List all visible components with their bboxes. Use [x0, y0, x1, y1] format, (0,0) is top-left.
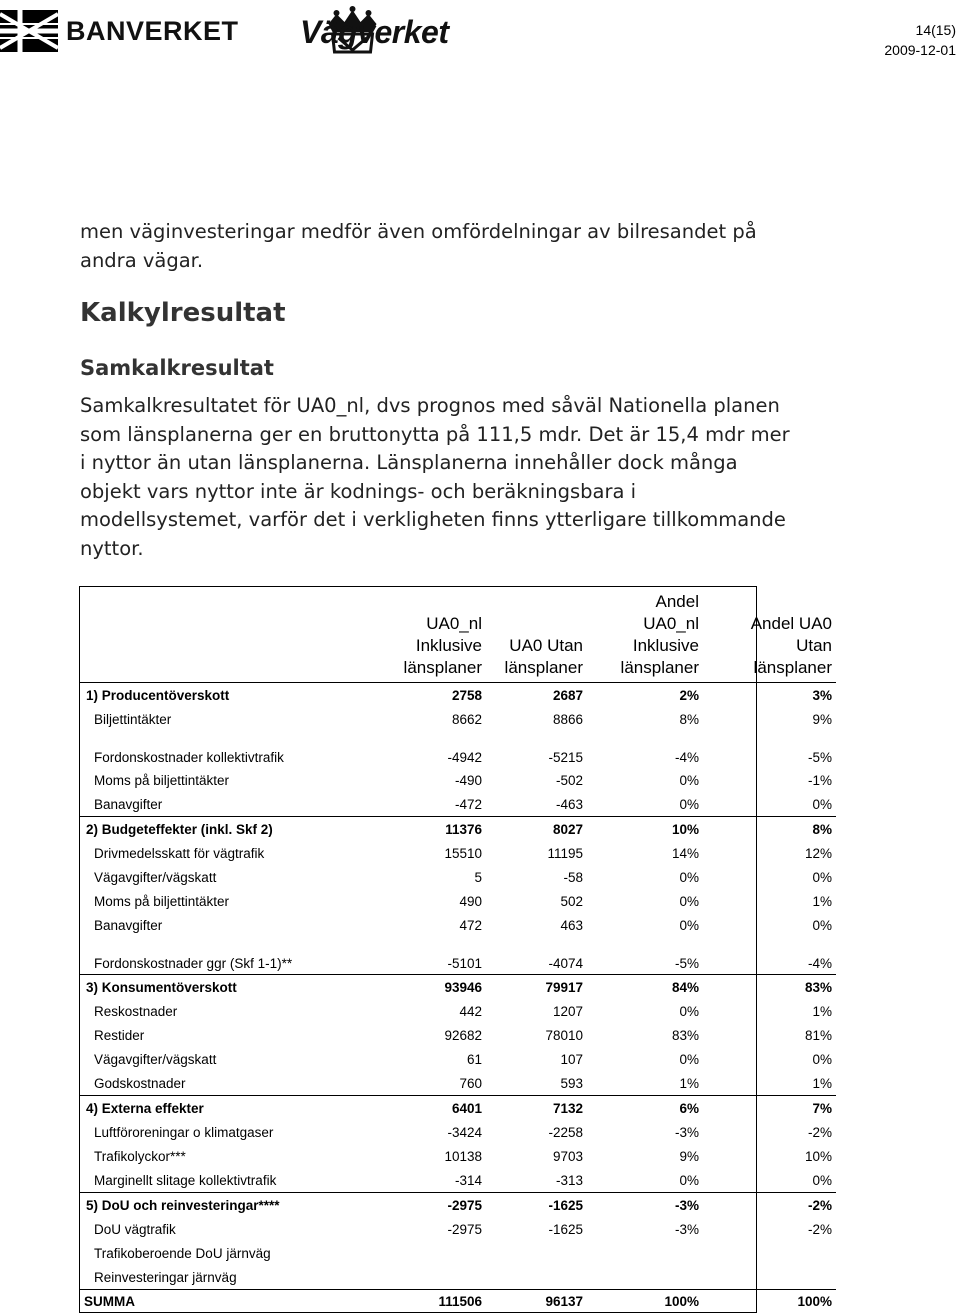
- value-cell: 5: [474, 869, 482, 885]
- value-cell: -4074: [548, 956, 583, 971]
- logo-row: [0, 4, 480, 56]
- intro-paragraph: men väginvesteringar medför även omfördelningar av bilresandet på andra vägar.: [80, 220, 757, 272]
- value-cell: 0%: [679, 796, 699, 812]
- value-cell: 10138: [444, 1148, 482, 1164]
- row-label: Luftföroreningar o klimatgaser: [94, 1124, 274, 1140]
- table-row: [80, 1144, 836, 1168]
- value-cell: 8%: [703, 817, 836, 842]
- value-cell: 100%: [587, 1290, 703, 1313]
- value-cell: -4942: [447, 750, 482, 765]
- value-cell: [703, 1265, 836, 1290]
- value-cell: 1%: [812, 1003, 832, 1019]
- value-cell: -2975: [359, 1193, 486, 1218]
- header-cell: UA0 Utan länsplaner: [504, 636, 583, 677]
- header-cell: [80, 587, 359, 683]
- row-label: Trafikoberoende DoU järnväg: [94, 1245, 271, 1261]
- value-cell: -5101: [447, 956, 482, 971]
- row-label: Reinvesteringar järnväg: [94, 1269, 237, 1285]
- value-cell: [486, 1241, 587, 1265]
- row-label: Reskostnader: [94, 1003, 178, 1019]
- table-row: [80, 1120, 836, 1144]
- table-row: [80, 889, 836, 913]
- value-cell: 7%: [703, 1096, 836, 1121]
- value-cell: [359, 1241, 486, 1265]
- row-label: Vägavgifter/vägskatt: [94, 869, 217, 885]
- value-cell: 2687: [486, 683, 587, 708]
- value-cell: 442: [459, 1003, 482, 1019]
- table-row: [80, 792, 836, 817]
- table-row: [80, 1217, 836, 1241]
- value-cell: [359, 1265, 486, 1290]
- value-cell: -3%: [674, 1124, 699, 1140]
- value-cell: 0%: [679, 1003, 699, 1019]
- table-row: [80, 1241, 836, 1265]
- value-cell: 6401: [359, 1096, 486, 1121]
- value-cell: 96137: [486, 1290, 587, 1313]
- header-cell: UA0_nl Inklusive länsplaner: [403, 614, 482, 677]
- row-label: Vägavgifter/vägskatt: [94, 1051, 217, 1067]
- value-cell: 84%: [587, 975, 703, 1000]
- table-group-row: [80, 975, 836, 1000]
- value-cell: 502: [560, 893, 583, 909]
- value-cell: [703, 1241, 836, 1265]
- value-cell: 0%: [679, 893, 699, 909]
- row-label: Trafikolyckor***: [94, 1148, 186, 1164]
- row-label: Moms på biljettintäkter: [94, 893, 230, 909]
- value-cell: 472: [459, 917, 482, 933]
- value-cell: 1%: [812, 1075, 832, 1091]
- value-cell: 8866: [552, 711, 583, 727]
- table-row: [80, 1047, 836, 1071]
- table-group-row: [80, 817, 836, 842]
- value-cell: -3%: [587, 1193, 703, 1218]
- value-cell: -490: [454, 772, 482, 788]
- row-label: Biljettintäkter: [94, 711, 172, 727]
- page-info: [884, 20, 956, 60]
- value-cell: -502: [555, 772, 583, 788]
- table-body: [80, 683, 836, 1313]
- value-cell: 1%: [812, 893, 832, 909]
- table-row: [80, 999, 836, 1023]
- value-cell: -4%: [807, 956, 832, 971]
- value-cell: 92682: [444, 1027, 482, 1043]
- table-row: [80, 1071, 836, 1096]
- document-date: 2009-12-01: [884, 42, 956, 58]
- value-cell: 0%: [679, 772, 699, 788]
- table-header-row: [80, 587, 836, 683]
- page-number: 14(15): [915, 22, 956, 38]
- value-cell: 15510: [444, 845, 482, 861]
- row-label: Restider: [94, 1027, 145, 1043]
- value-cell: 10%: [804, 1148, 832, 1164]
- row-label: Banavgifter: [94, 796, 163, 812]
- value-cell: 11195: [547, 845, 583, 861]
- value-cell: 0%: [679, 1051, 699, 1067]
- value-cell: 61: [466, 1051, 482, 1067]
- value-cell: 81%: [804, 1027, 832, 1043]
- value-cell: 78010: [545, 1027, 583, 1043]
- value-cell: -2258: [548, 1124, 583, 1140]
- value-cell: 1%: [679, 1075, 699, 1091]
- table-row: [80, 707, 836, 731]
- value-cell: -3%: [674, 1221, 699, 1237]
- value-cell: [486, 1265, 587, 1290]
- section-heading: Kalkylresultat: [80, 298, 286, 328]
- row-label: 5) DoU och reinvesteringar****: [80, 1193, 359, 1218]
- value-cell: 760: [459, 1075, 482, 1091]
- value-cell: 593: [560, 1075, 583, 1091]
- table-row: [80, 937, 836, 975]
- value-cell: 9%: [812, 711, 832, 727]
- value-cell: [587, 1241, 703, 1265]
- table-row: [80, 731, 836, 768]
- table-group-row: [80, 1096, 836, 1121]
- table-row: [80, 1265, 836, 1290]
- value-cell: -313: [555, 1172, 583, 1188]
- row-label: 4) Externa effekter: [80, 1096, 359, 1121]
- value-cell: 100%: [703, 1290, 836, 1313]
- value-cell: 10%: [587, 817, 703, 842]
- subsection-heading: Samkalkresultat: [80, 356, 274, 380]
- table-group-row: [80, 683, 836, 708]
- value-cell: 0%: [812, 796, 832, 812]
- value-cell: 111506: [359, 1290, 486, 1313]
- value-cell: -4%: [674, 750, 699, 765]
- value-cell: 3%: [703, 683, 836, 708]
- table-row: [80, 768, 836, 792]
- value-cell: -472: [454, 796, 482, 812]
- results-table: [80, 587, 836, 1312]
- value-cell: 0%: [812, 917, 832, 933]
- row-label: Drivmedelsskatt för vägtrafik: [94, 845, 265, 861]
- banverket-logo-text: BANVERKET: [66, 16, 239, 46]
- row-label: Moms på biljettintäkter: [94, 772, 230, 788]
- header-cell: Andel UA0 Utan länsplaner: [750, 614, 832, 677]
- value-cell: 8%: [679, 711, 699, 727]
- value-cell: 9703: [552, 1148, 583, 1164]
- value-cell: 0%: [679, 917, 699, 933]
- value-cell: 490: [459, 893, 482, 909]
- value-cell: 11376: [359, 817, 486, 842]
- table-row: [80, 865, 836, 889]
- value-cell: 1207: [552, 1003, 583, 1019]
- vagverket-logo-text: Vägverket: [300, 14, 449, 50]
- value-cell: 8662: [451, 711, 482, 727]
- value-cell: -2%: [703, 1193, 836, 1218]
- value-cell: -314: [454, 1172, 482, 1188]
- row-label: Banavgifter: [94, 917, 163, 933]
- value-cell: 83%: [703, 975, 836, 1000]
- table-row: [80, 1023, 836, 1047]
- row-label: Fordonskostnader kollektivtrafik: [94, 750, 284, 765]
- value-cell: 79917: [486, 975, 587, 1000]
- row-label: 1) Producentöverskott: [80, 683, 359, 708]
- row-label: 2) Budgeteffekter (inkl. Skf 2): [80, 817, 359, 842]
- row-label: Godskostnader: [94, 1075, 186, 1091]
- row-label: Marginellt slitage kollektivtrafik: [94, 1172, 277, 1188]
- table-row: [80, 913, 836, 937]
- results-table-container: [79, 586, 832, 1313]
- value-cell: 0%: [812, 1051, 832, 1067]
- table-group-row: [80, 1193, 836, 1218]
- value-cell: 0%: [812, 869, 832, 885]
- value-cell: -5215: [548, 750, 583, 765]
- value-cell: 463: [560, 917, 583, 933]
- table-row: [80, 1168, 836, 1193]
- value-cell: 0%: [812, 1172, 832, 1188]
- value-cell: 2%: [587, 683, 703, 708]
- value-cell: -1625: [486, 1193, 587, 1218]
- row-label: SUMMA: [80, 1290, 359, 1313]
- row-label: DoU vägtrafik: [94, 1221, 176, 1237]
- results-paragraph: Samkalkresultatet för UA0_nl, dvs prognos med såväl Nationella planen som länsplanerna ger en bruttonytta på 111,5 mdr. Det är 15,4 mdr mer i nyttor än utan länsplanerna. Länsplanerna innehåller dock många objekt vars nyttor inte är kodnings- och beräkningsbara i modellsystemet, varför det i verkligheten finns ytterligare tillkommande nyttor.: [80, 394, 790, 560]
- value-cell: 93946: [359, 975, 486, 1000]
- value-cell: -2%: [807, 1124, 832, 1140]
- value-cell: -2975: [447, 1221, 482, 1237]
- table-total-row: [80, 1290, 836, 1313]
- value-cell: [587, 1265, 703, 1290]
- value-cell: 0%: [679, 869, 699, 885]
- value-cell: 7132: [486, 1096, 587, 1121]
- value-cell: -1%: [807, 772, 832, 788]
- value-cell: -3424: [447, 1124, 482, 1140]
- value-cell: -5%: [674, 956, 699, 971]
- value-cell: 12%: [804, 845, 832, 861]
- value-cell: 6%: [587, 1096, 703, 1121]
- row-label: Fordonskostnader ggr (Skf 1-1)**: [94, 956, 293, 971]
- value-cell: 9%: [679, 1148, 699, 1164]
- value-cell: -58: [563, 869, 583, 885]
- value-cell: 2758: [359, 683, 486, 708]
- value-cell: 14%: [671, 845, 699, 861]
- header-cell: Andel UA0_nl Inklusive länsplaner: [620, 592, 699, 677]
- table-row: [80, 841, 836, 865]
- row-label: 3) Konsumentöverskott: [80, 975, 359, 1000]
- value-cell: -5%: [807, 750, 832, 765]
- value-cell: -2%: [807, 1221, 832, 1237]
- value-cell: 8027: [486, 817, 587, 842]
- value-cell: 83%: [671, 1027, 699, 1043]
- value-cell: -1625: [548, 1221, 583, 1237]
- value-cell: -463: [555, 796, 583, 812]
- value-cell: 107: [560, 1051, 583, 1067]
- value-cell: 0%: [679, 1172, 699, 1188]
